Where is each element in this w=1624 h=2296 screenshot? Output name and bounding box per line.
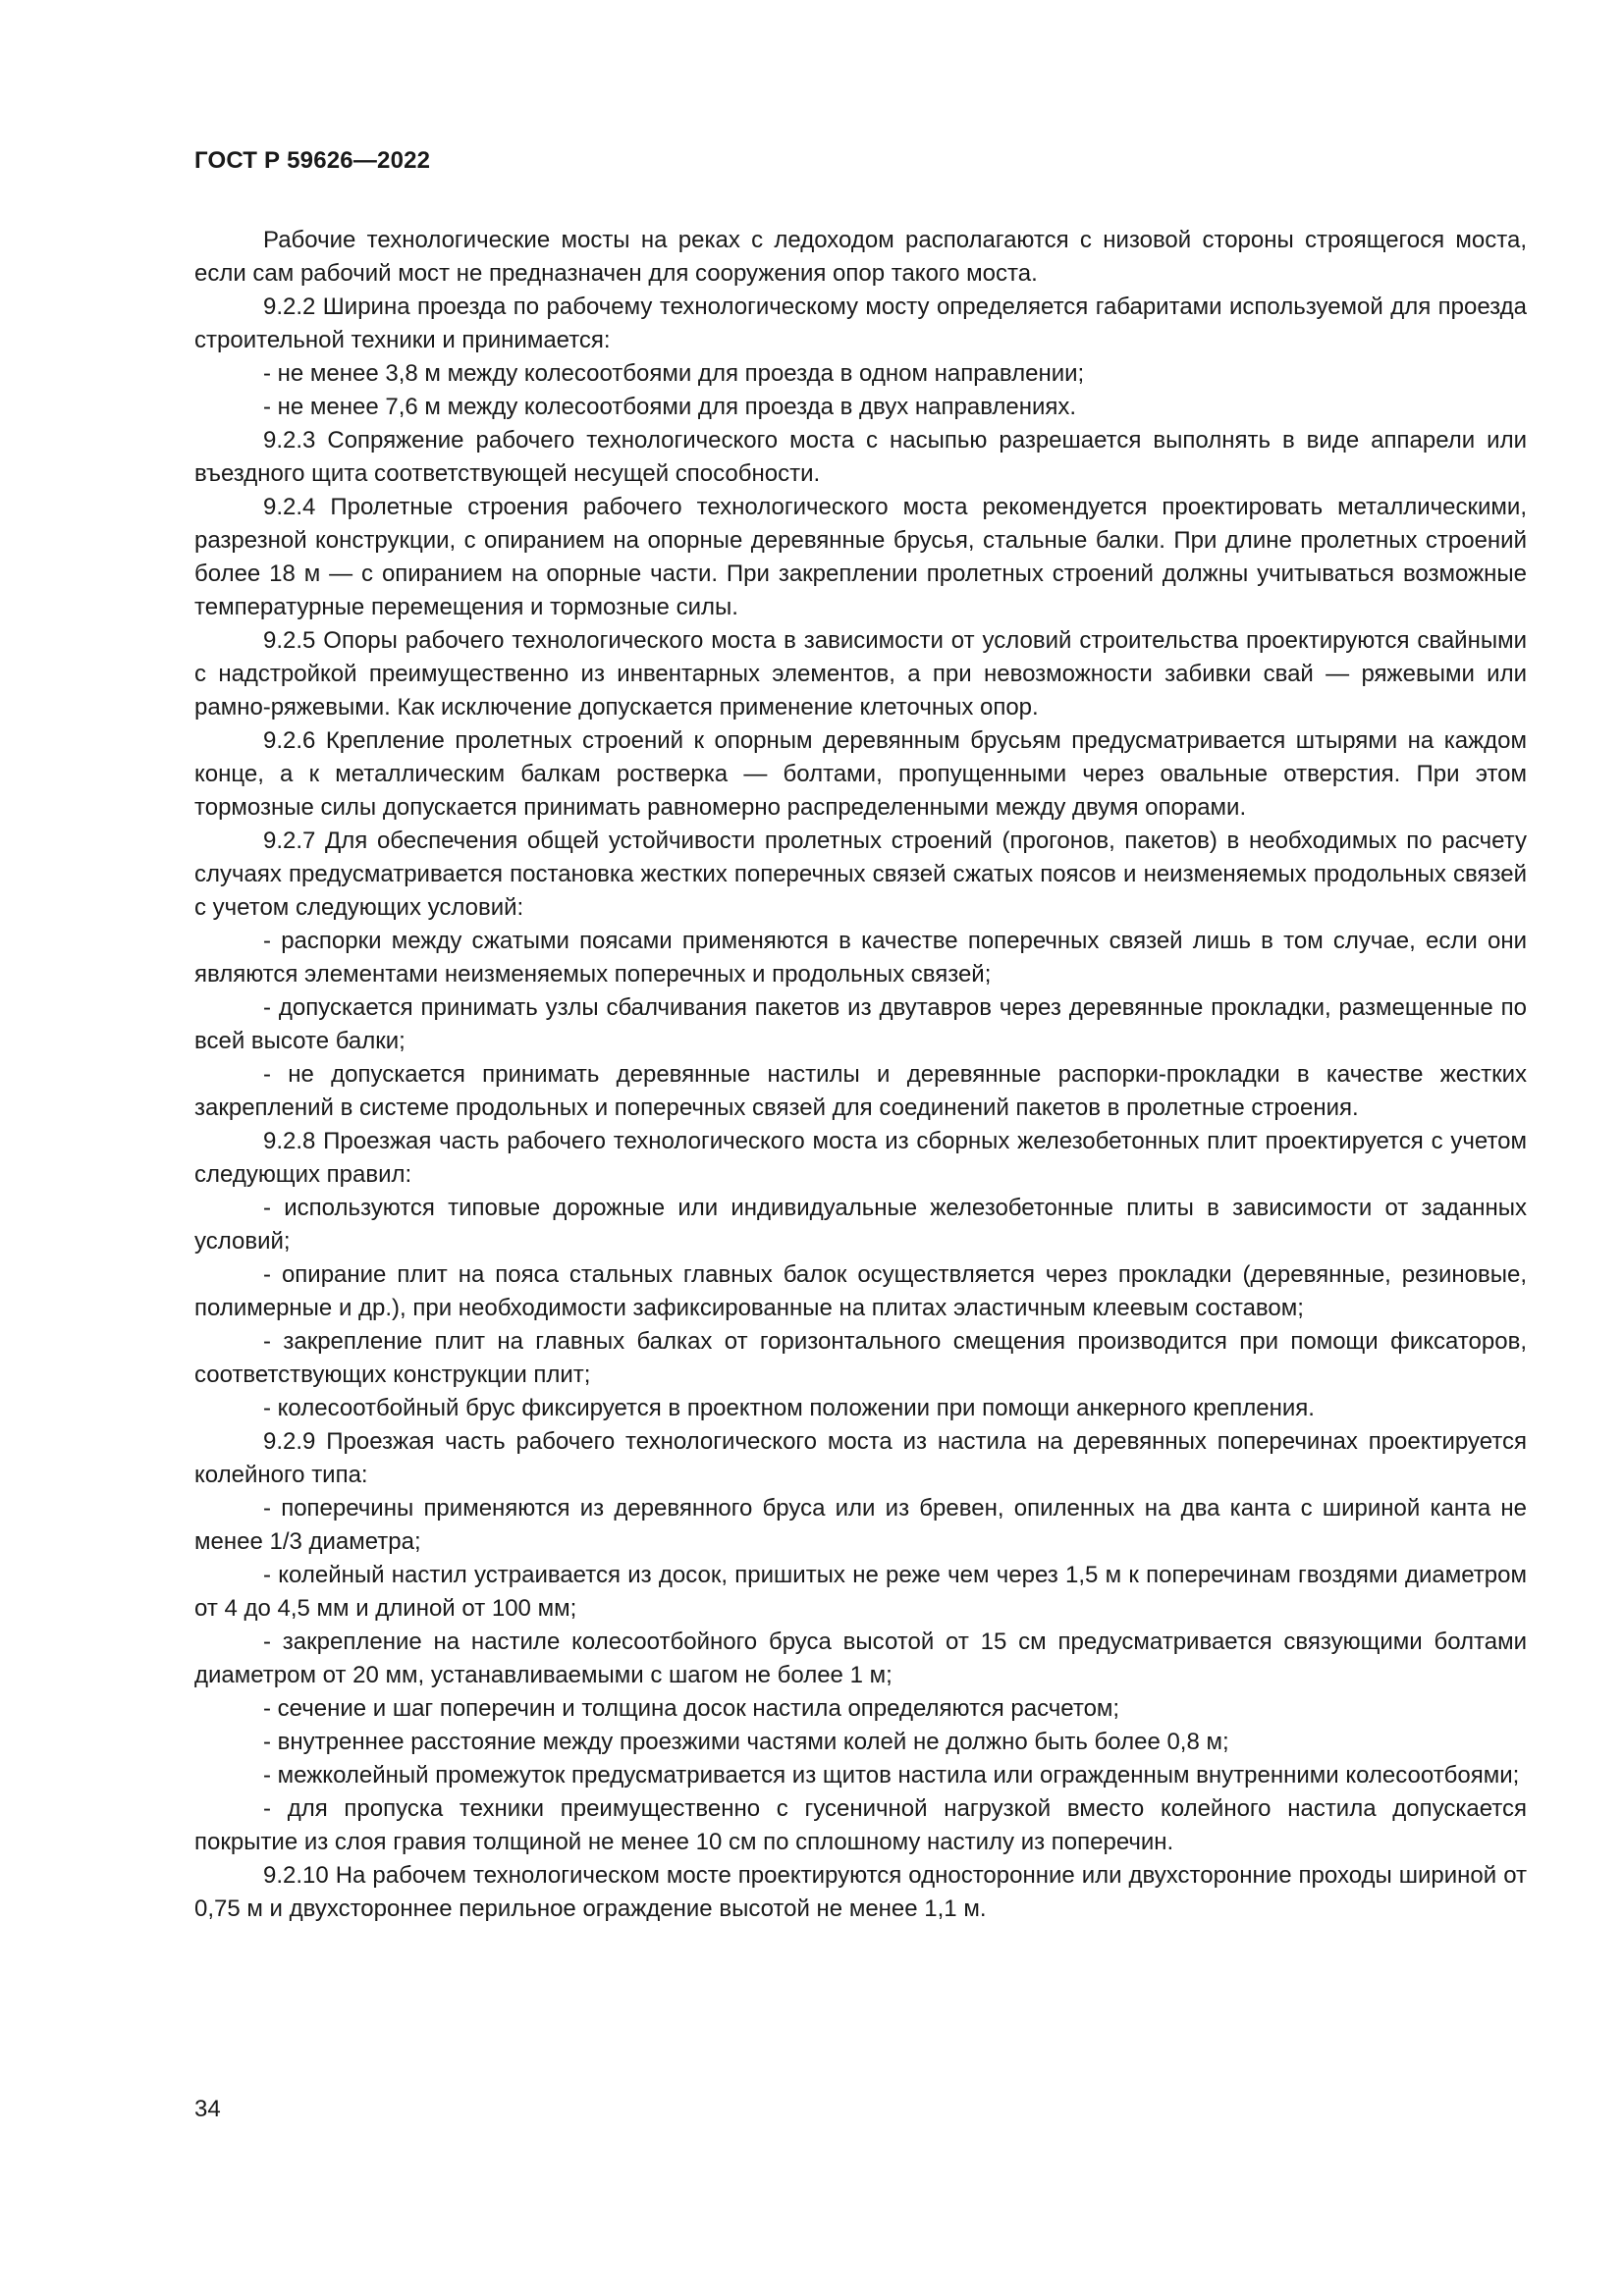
paragraph-ice-drift: Рабочие технологические мосты на реках с ледоходом располагаются с низовой стороны строящегося моста, если сам рабочий мост не предназначен для сооружения опор такого моста. — [194, 227, 1527, 287]
paragraph-9-2-10: 9.2.10 На рабочем технологическом мосте проектируются односторонние или двухсторонние проходы шириной от 0,75 м и двухстороннее перильное ограждение высотой не менее 1,1 м. — [194, 1862, 1527, 1922]
list-item-wooden-decks: - не допускается принимать деревянные настилы и деревянные распорки-прокладки в качестве жестких закреплений в системе продольных и поперечных связей для соединений пакетов в пролетные строения. — [194, 1061, 1527, 1121]
paragraph-9-2-8: 9.2.8 Проезжая часть рабочего технологического моста из сборных железобетонных плит проектируется с учетом следующих правил: — [194, 1128, 1527, 1188]
page-number: 34 — [194, 2096, 221, 2122]
list-item-wheel-guard: - колесоотбойный брус фиксируется в проектном положении при помощи анкерного крепления. — [263, 1395, 1315, 1421]
paragraph-9-2-9: 9.2.9 Проезжая часть рабочего технологического моста из настила на деревянных поперечинах проектируется колейного типа: — [194, 1428, 1527, 1488]
document-code-header: ГОСТ Р 59626—2022 — [194, 147, 431, 174]
paragraph-9-2-2: 9.2.2 Ширина проезда по рабочему технологическому мосту определяется габаритами используемой для проезда строительной техники и принимается: — [194, 294, 1527, 353]
document-body — [194, 224, 1527, 1926]
list-item-slab-support: - опирание плит на пояса стальных главных балок осуществляется через прокладки (деревянные, резиновые, полимерные и др.), при необходимости зафиксированные на плитах эластичным клеевым составом; — [194, 1261, 1527, 1321]
list-item-bolting-nodes: - допускается принимать узлы сбалчивания пакетов из двутавров через деревянные прокладки, размещенные по всей высоте балки; — [194, 994, 1527, 1054]
list-item-slab-fixing: - закрепление плит на главных балках от горизонтального смещения производится при помощи фиксаторов, соответствующих конструкции плит; — [194, 1328, 1527, 1388]
list-item-standard-slabs: - используются типовые дорожные или индивидуальные железобетонные плиты в зависимости от заданных условий; — [194, 1195, 1527, 1255]
paragraph-9-2-7: 9.2.7 Для обеспечения общей устойчивости пролетных строений (прогонов, пакетов) в необходимых по расчету случаях предусматривается постановка жестких поперечных связей сжатых поясов и неизменяемых продольных связей с учетом следующих условий: — [194, 828, 1527, 921]
list-item-inner-distance: - внутреннее расстояние между проезжими частями колей не должно быть более 0,8 м; — [263, 1729, 1229, 1755]
list-item-guard-beam-bolts: - закрепление на настиле колесоотбойного бруса высотой от 15 см предусматривается связующими болтами диаметром от 20 мм, устанавливаемыми с шагом не более 1 м; — [194, 1629, 1527, 1688]
list-item-inter-track-gap: - межколейный промежуток предусматривается из щитов настила или огражденным внутренними колесоотбоями; — [263, 1762, 1520, 1789]
paragraph-9-2-5: 9.2.5 Опоры рабочего технологического моста в зависимости от условий строительства проектируются свайными с надстройкой преимущественно из инвентарных элементов, а при невозможности забивки свай — ряжевыми или рамно-ряжевыми. Как исключение допускается применение клеточных опор. — [194, 627, 1527, 721]
paragraph-9-2-6: 9.2.6 Крепление пролетных строений к опорным деревянным брусьям предусматривается штырями на каждом конце, а к металлическим балкам ростверка — болтами, пропущенными через овальные отверстия. При этом тормозные силы допускается принимать равномерно распределенными между двумя опорами. — [194, 727, 1527, 821]
list-item-gravel-cover: - для пропуска техники преимущественно с гусеничной нагрузкой вместо колейного настила допускается покрытие из слоя гравия толщиной не менее 10 см по сплошному настилу из поперечин. — [194, 1795, 1527, 1855]
list-item-one-direction: - не менее 3,8 м между колесоотбоями для проезда в одном направлении; — [263, 360, 1085, 387]
list-item-two-directions: - не менее 7,6 м между колесоотбоями для проезда в двух направлениях. — [263, 394, 1077, 420]
list-item-struts: - распорки между сжатыми поясами применяются в качестве поперечных связей лишь в том случае, если они являются элементами неизменяемых поперечных и продольных связей; — [194, 928, 1527, 988]
list-item-track-deck: - колейный настил устраивается из досок, пришитых не реже чем через 1,5 м к поперечинам гвоздями диаметром от 4 до 4,5 мм и длиной от 100 мм; — [194, 1562, 1527, 1622]
paragraph-9-2-3: 9.2.3 Сопряжение рабочего технологического моста с насыпью разрешается выполнять в виде аппарели или въездного щита соответствующей несущей способности. — [194, 427, 1527, 487]
list-item-section-calc: - сечение и шаг поперечин и толщина досок настила определяются расчетом; — [263, 1695, 1120, 1722]
paragraph-9-2-4: 9.2.4 Пролетные строения рабочего технологического моста рекомендуется проектировать металлическими, разрезной конструкции, с опиранием на опорные деревянные брусья, стальные балки. При длине пролетных строений более 18 м — с опиранием на опорные части. При закреплении пролетных строений должны учитываться возможные температурные перемещения и тормозные силы. — [194, 494, 1527, 620]
list-item-crossbeams: - поперечины применяются из деревянного бруса или из бревен, опиленных на два канта с шириной канта не менее 1/3 диаметра; — [194, 1495, 1527, 1555]
